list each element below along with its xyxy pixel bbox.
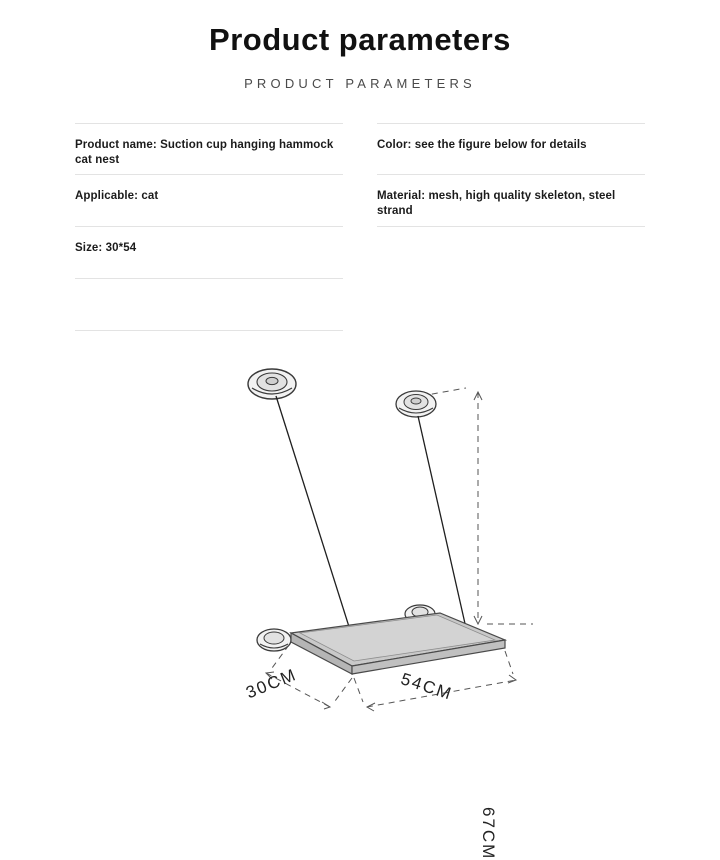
- product-dimension-diagram: [0, 352, 720, 860]
- param-color: Color: see the figure below for details: [377, 139, 587, 151]
- param-row: [377, 175, 645, 227]
- suction-cup-top-left: [248, 369, 296, 399]
- param-row: [75, 175, 343, 227]
- param-row: [377, 123, 645, 175]
- hammock-mat: [291, 613, 505, 674]
- parameters-column-right: [377, 123, 645, 331]
- parameters-column-left: [75, 123, 343, 331]
- param-row: [75, 227, 343, 279]
- product-parameters-page: [0, 22, 720, 860]
- param-row: [75, 123, 343, 175]
- suction-cup-top-right: [396, 391, 436, 417]
- param-row-spacer: [75, 279, 343, 331]
- suction-cup-bottom-left: [257, 629, 291, 651]
- param-material: Material: mesh, high quality skeleton, steel strand: [377, 190, 616, 217]
- page-title: Product parameters: [209, 22, 511, 57]
- param-applicable: Applicable: cat: [75, 190, 159, 202]
- param-product-name: Product name: Suction cup hanging hammock cat nest: [75, 139, 334, 166]
- parameters-table: [75, 123, 645, 331]
- dimension-label-height: 67CM: [479, 807, 498, 860]
- dimension-label-depth: 54CM: [398, 669, 456, 704]
- page-subtitle: PRODUCT PARAMETERS: [244, 76, 476, 91]
- dimension-label-width: 30CM: [243, 664, 300, 703]
- param-size: Size: 30*54: [75, 242, 137, 254]
- dimension-drawing-svg: [0, 352, 720, 742]
